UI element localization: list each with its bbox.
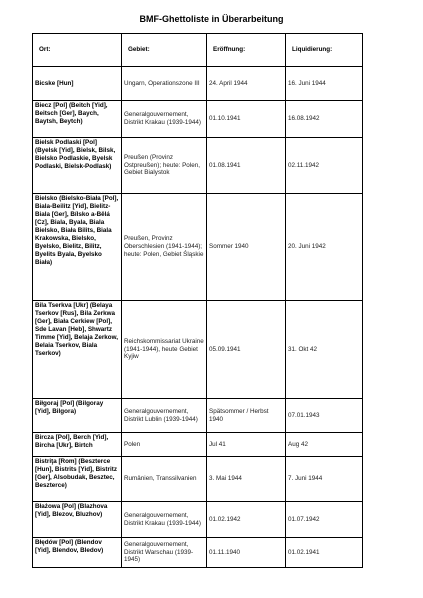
cell-eroeffnung: Sommer 1940 (207, 194, 286, 301)
cell-gebiet: Ungarn, Operationszone III (122, 67, 207, 101)
cell-eroeffnung: Spätsommer / Herbst 1940 (207, 399, 286, 433)
table-row (33, 433, 363, 457)
cell-gebiet: Generalgouvernement, Distrikt Krakau (1939-1944) (122, 502, 207, 538)
cell-liquidierung: 16.08.1942 (286, 101, 363, 138)
cell-gebiet: Generalgouvernement, Distrikt Warschau (1939-1945) (122, 538, 207, 568)
cell-eroeffnung: 05.09.1941 (207, 301, 286, 399)
cell-liquidierung: 20. Juni 1942 (286, 194, 363, 301)
cell-ort: Bicske [Hun] (33, 67, 122, 101)
column-header-ort: Ort: (33, 34, 122, 67)
table-row (33, 138, 363, 194)
table-row (33, 301, 363, 399)
cell-gebiet: Rumänien, Transsilvanien (122, 457, 207, 502)
cell-liquidierung: 7. Juni 1944 (286, 457, 363, 502)
table-row (33, 194, 363, 301)
cell-gebiet: Generalgouvernement, Distrikt Lublin (1939-1944) (122, 399, 207, 433)
cell-ort: Bielsk Podlaski [Pol] (Byelsk [Yid], Bielsk, Bilsk, Bielsko Podlaskie, Byelsk Podlaski, Bielsk-Podlask) (33, 138, 122, 194)
cell-liquidierung: 31. Okt 42 (286, 301, 363, 399)
cell-ort: Bistriţa [Rom] (Beszterce [Hun], Bistrits [Yid], Bistritz [Ger], Alsobudak, Besztec, Beszterce) (33, 457, 122, 502)
cell-ort: Bielsko (Bielsko-Biała [Pol], Biala-Beilitz [Yid], Bielitz-Biala [Ger], Bílsko a-Bělá [Cz], Biala, Byala, Biala Bielsko, Biała Bilits, Biala Krakowska, Bielsko, Byelsko, Bielitz, Bilitz, Byelits Byala, Byelsko Biała) (33, 194, 122, 301)
cell-ort: Bila Tserkva [Ukr] (Belaya Tserkov [Rus], Bila Zerkwa [Ger], Biała Cerkiew [Pol], Sde Lavan [Heb], Shwartz Timme [Yid], Belaja Zerkow, Belaia Tserkov, Biala Tserkov) (33, 301, 122, 399)
cell-liquidierung: 16. Juni 1944 (286, 67, 363, 101)
table-header-row (33, 34, 363, 67)
cell-eroeffnung: 01.11.1940 (207, 538, 286, 568)
table-row (33, 399, 363, 433)
ghetto-table (32, 33, 363, 568)
table-row (33, 67, 363, 101)
cell-liquidierung: 02.11.1942 (286, 138, 363, 194)
cell-ort: Błędów [Pol] (Blendov [Yid], Blendov, Bledov) (33, 538, 122, 568)
cell-eroeffnung: 3. Mai 1944 (207, 457, 286, 502)
table-row (33, 538, 363, 568)
table-row (33, 502, 363, 538)
table-row (33, 457, 363, 502)
cell-eroeffnung: 24. April 1944 (207, 67, 286, 101)
cell-eroeffnung: 01.08.1941 (207, 138, 286, 194)
page-title: BMF-Ghettoliste in Überarbeitung (139, 14, 284, 24)
cell-gebiet: Generalgouvernement, Distrikt Krakau (1939-1944) (122, 101, 207, 138)
cell-liquidierung: 07.01.1943 (286, 399, 363, 433)
cell-eroeffnung: 01.10.1941 (207, 101, 286, 138)
cell-liquidierung: 01.07.1942 (286, 502, 363, 538)
cell-liquidierung: Aug 42 (286, 433, 363, 457)
cell-eroeffnung: Jul 41 (207, 433, 286, 457)
cell-ort: Bircza [Pol], Berch [Yid], Bircha [Ukr], Birtch (33, 433, 122, 457)
column-header-eroeffnung: Eröffnung: (207, 34, 286, 67)
cell-gebiet: Reichskommissariat Ukraine (1941-1944), heute Gebiet Kyjiw (122, 301, 207, 399)
cell-ort: Błażowa [Pol] (Blazhova [Yid], Blezov, Bluzhov) (33, 502, 122, 538)
cell-ort: Biecz [Pol] (Beitch [Yid], Beitsch [Ger], Baych, Baytsh, Beytch) (33, 101, 122, 138)
cell-gebiet: Polen (122, 433, 207, 457)
cell-gebiet: Preußen, Provinz Oberschlesien (1941-1944); heute: Polen, Gebiet Śląskie (122, 194, 207, 301)
cell-gebiet: Preußen (Provinz Ostpreußen); heute: Polen, Gebiet Bialystok (122, 138, 207, 194)
column-header-liquidierung: Liquidierung: (286, 34, 363, 67)
column-header-gebiet: Gebiet: (122, 34, 207, 67)
cell-liquidierung: 01.02.1941 (286, 538, 363, 568)
cell-eroeffnung: 01.02.1942 (207, 502, 286, 538)
table-row (33, 101, 363, 138)
cell-ort: Biłgoraj [Pol] (Bilgoray [Yid], Bilgora) (33, 399, 122, 433)
